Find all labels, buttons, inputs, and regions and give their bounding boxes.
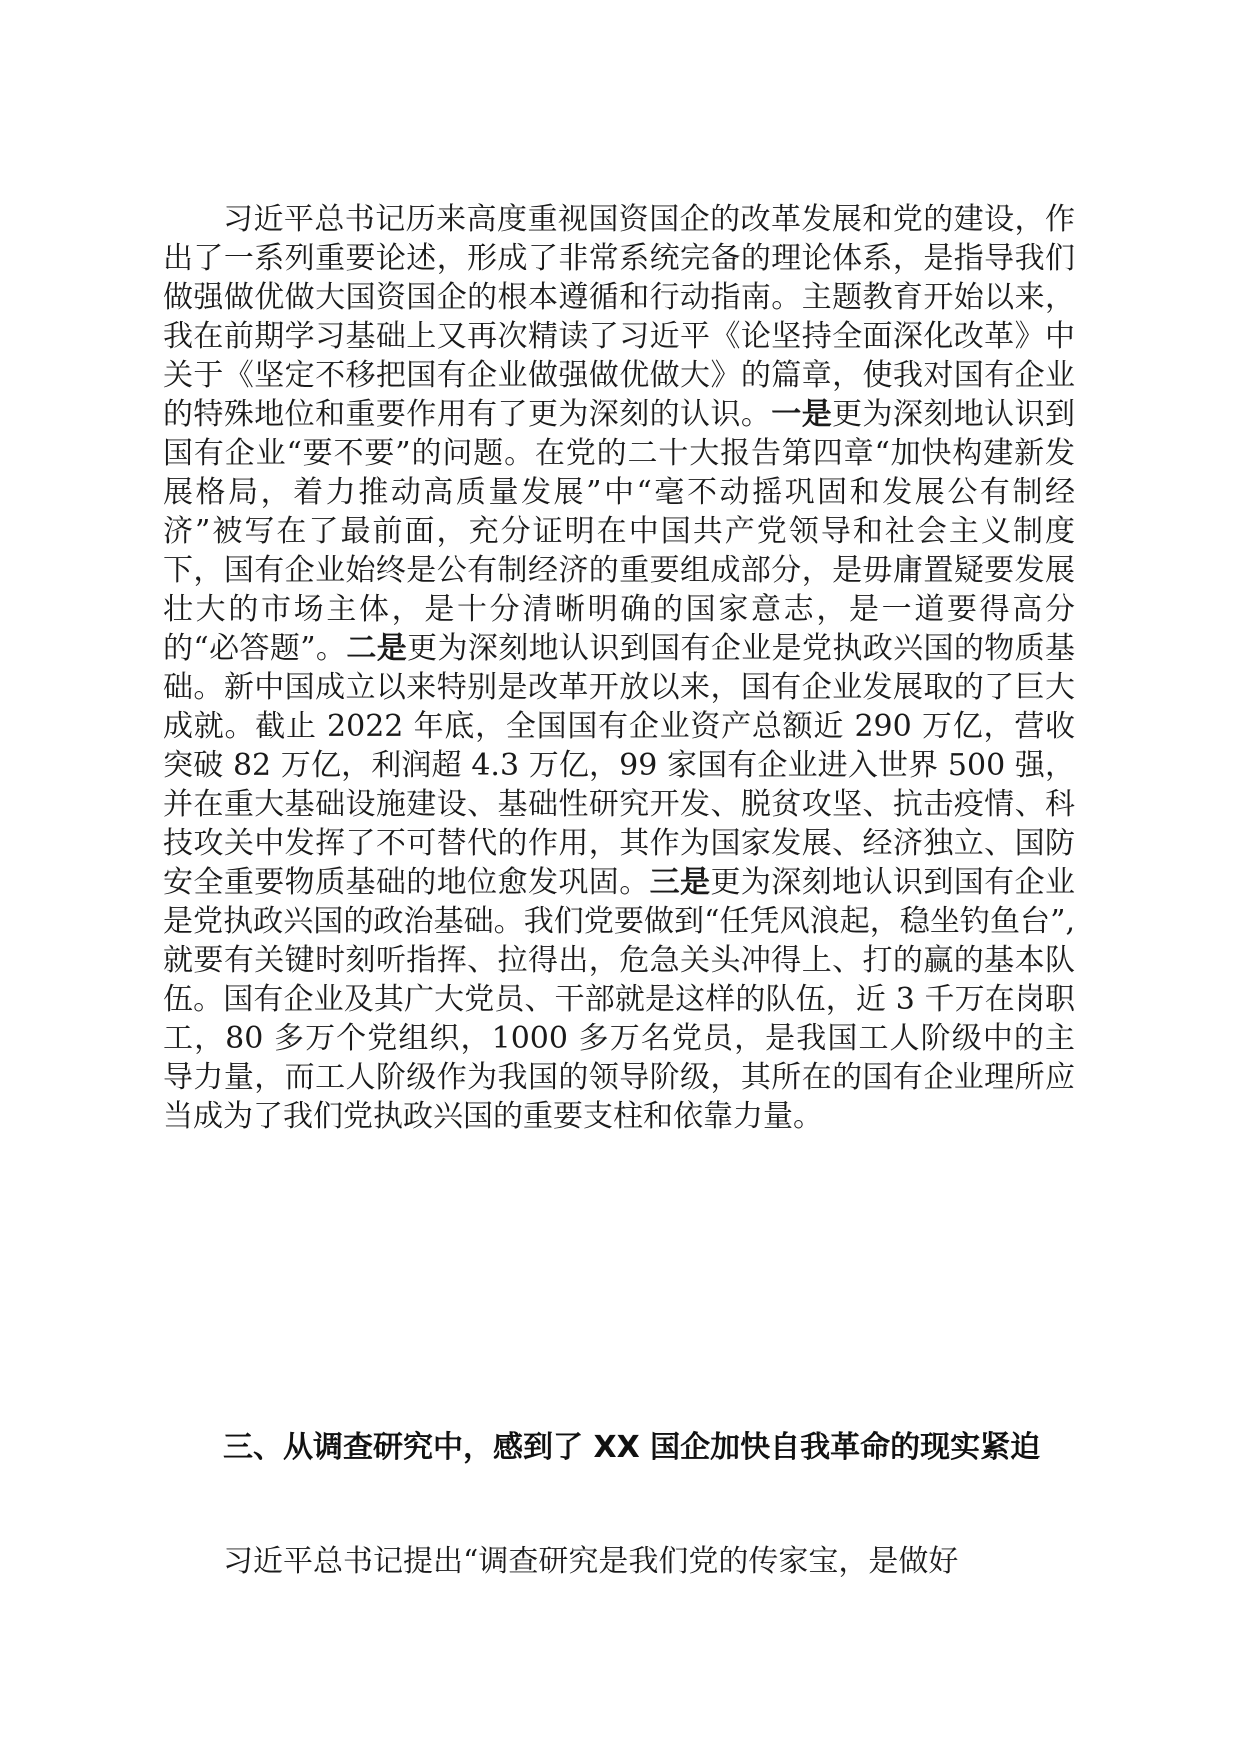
point-lead-3: 三是 [649,865,711,900]
point-lead-2: 二是 [346,631,408,666]
section-heading: 三、从调查研究中，感到了 XX 国企加快自我革命的现实紧迫 [223,1430,1041,1465]
point-text-2: 更为深刻地认识到国有企业是党执政兴国的物质基础。新中国成立以来特别是改革开放以来，国有企业发展取的了巨大成就。截止 2022 年底，全国国有企业资产总额近 290 万亿，营收突破 82 万亿，利润超 4.3 万亿，99 家国有企业进入世界 500 强，并在重大基础设施建设、基础性研究开发、脱贫攻坚、抗击疫情、科技攻关中发挥了不可替代的作用，其作为国家发展、经济独立、国防安全重要物质基础的地位愈发巩固。 [163,631,1076,900]
paragraph-intro: 习近平总书记历来高度重视国资国企的改革发展和党的建设，作出了一系列重要论述，形成了非常系统完备的理论体系，是指导我们做强做优做大国资国企的根本遵循和行动指南。主题教育开始以来，我在前期学习基础上又再次精读了习近平《论坚持全面深化改革》中关于《坚定不移把国有企业做强做优做大》的篇章，使我对国有企业的特殊地位和重要作用有了更为深刻的认识。 [163,202,1075,432]
body-paragraph-continued: 习近平总书记提出“调查研究是我们党的传家宝，是做好 [223,1544,959,1579]
body-paragraph [163,200,1075,1136]
point-text-1: 更为深刻地认识到国有企业“要不要”的问题。在党的二十大报告第四章“加快构建新发展格局，着力推动高质量发展”中“毫不动摇巩固和发展公有制经济”被写在了最前面，充分证明在中国共产党领导和社会主义制度下，国有企业始终是公有制经济的重要组成部分，是毋庸置疑要发展壮大的市场主体，是十分清晰明确的国家意志，是一道要得高分的“必答题”。 [163,397,1076,666]
point-lead-1: 一是 [771,397,833,432]
point-text-3: 更为深刻地认识到国有企业是党执政兴国的政治基础。我们党要做到“任凭风浪起，稳坐钓鱼台”,就要有关键时刻听指挥、拉得出，危急关头冲得上、打的赢的基本队伍。国有企业及其广大党员、干部就是这样的队伍，近 3 千万在岗职工，80 多万个党组织，1000 多万名党员，是我国工人阶级中的主导力量，而工人阶级作为我国的领导阶级，其所在的国有企业理所应当成为了我们党执政兴国的重要支柱和依靠力量。 [163,865,1076,1134]
